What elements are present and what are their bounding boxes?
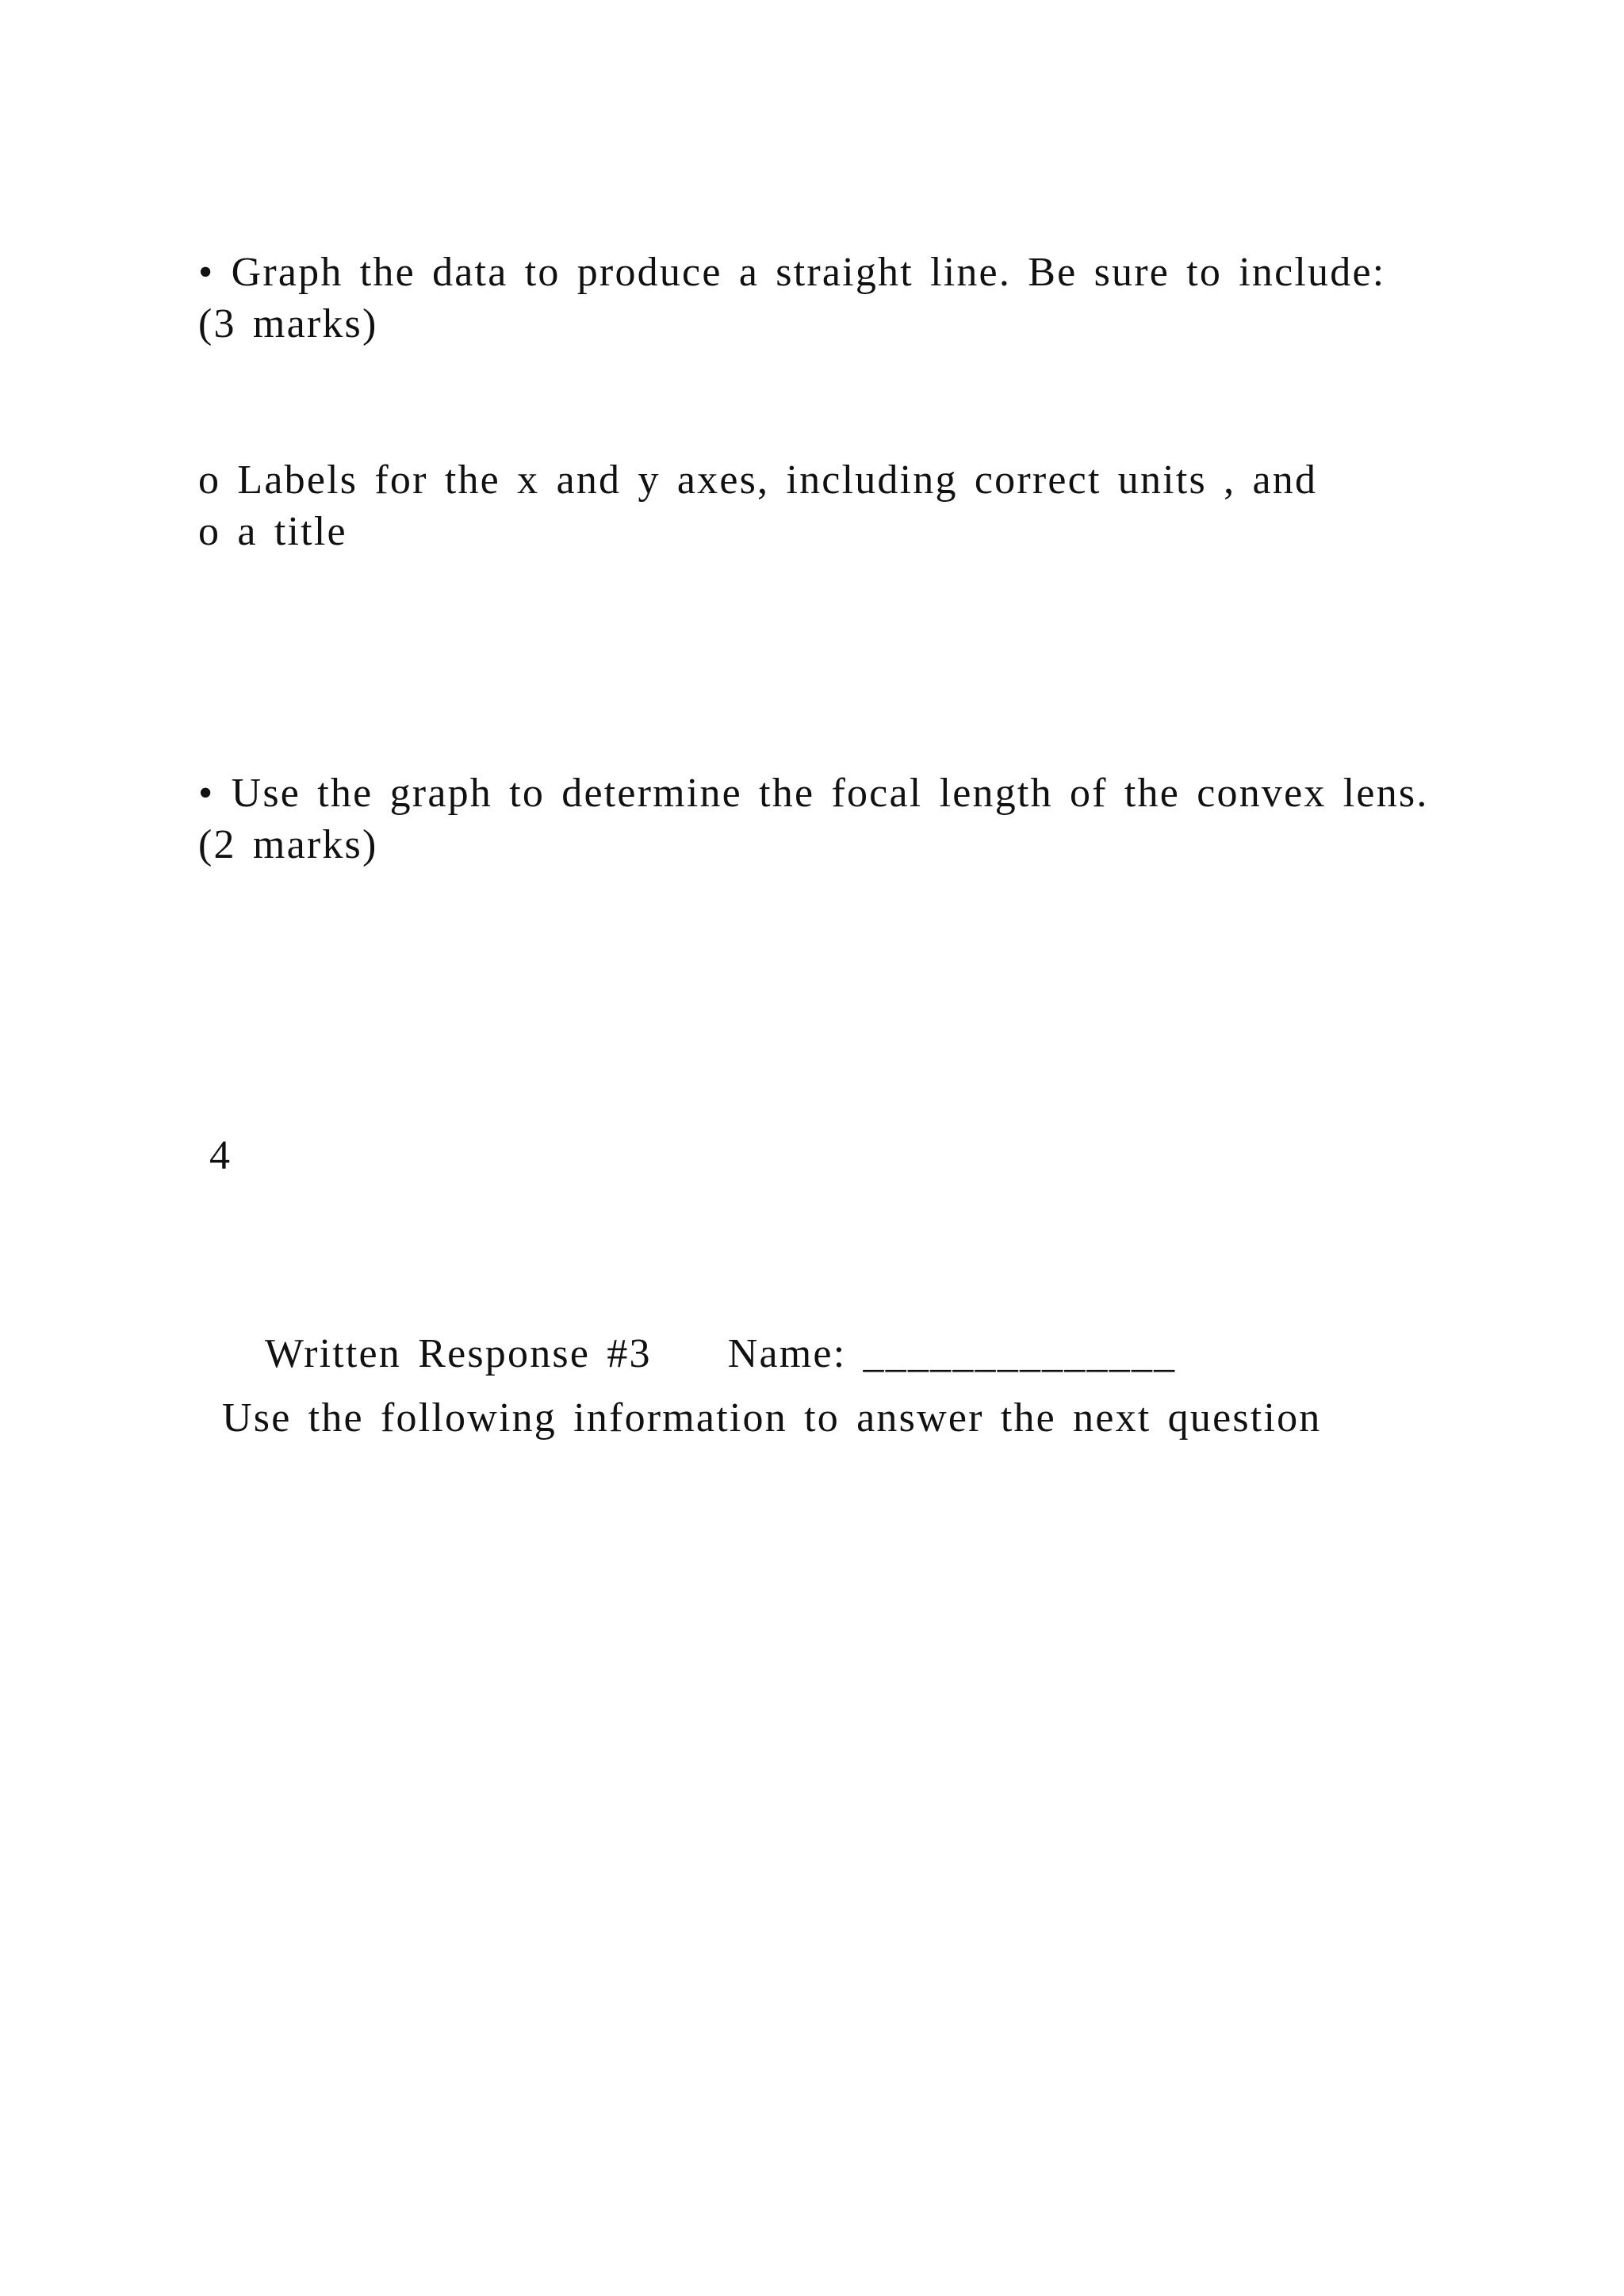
requirement-axes-labels: o Labels for the x and y axes, including correct units , and [198,457,1318,503]
task2-marks: (2 marks) [198,822,378,867]
info-prompt: Use the following information to answer the next question [222,1395,1322,1441]
task2-instruction: • Use the graph to determine the focal length of the convex lens. [198,771,1429,816]
page-number: 4 [209,1133,232,1178]
section-title: Written Response #3 [264,1331,652,1376]
task1-instruction: • Graph the data to produce a straight line. Be sure to include: [198,250,1386,295]
name-field-label[interactable]: Name: ______________ [727,1331,1177,1376]
task1-marks: (3 marks) [198,301,378,346]
requirement-title: o a title [198,509,347,554]
